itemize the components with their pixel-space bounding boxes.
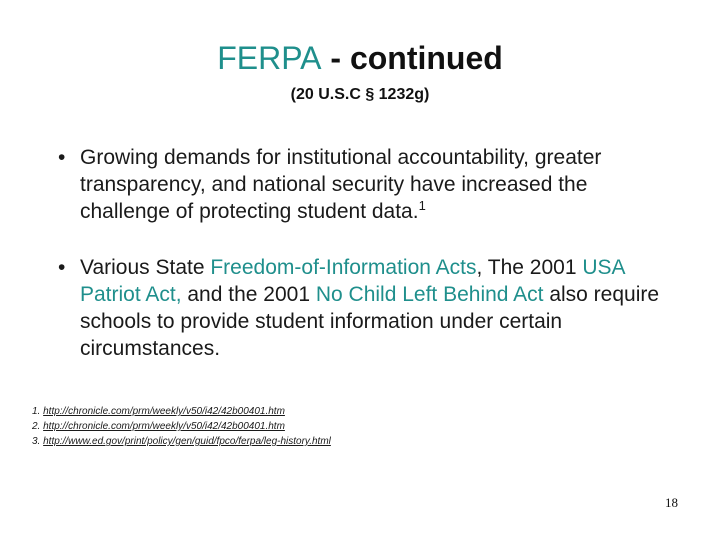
bullet-text-body: Growing demands for institutional accountability, greater transparency, and national security have increased the challenge of protecting student data.: [80, 146, 602, 223]
page-number: 18: [665, 495, 678, 510]
bullet-text: [80, 254, 678, 362]
title-ferpa: FERPA: [217, 40, 322, 76]
reference-item: [32, 404, 672, 419]
reference-number: 1.: [32, 406, 41, 417]
reference-link[interactable]: http://www.ed.gov/print/policy/gen/guid/fpco/ferpa/leg-history.html: [43, 436, 331, 447]
references-list: [32, 404, 672, 449]
reference-number: 2.: [32, 421, 41, 432]
highlight-freedom-of-information-acts: Freedom-of-Information Acts: [210, 256, 477, 279]
title-separator: -: [321, 40, 350, 76]
bullet-text: [80, 144, 678, 225]
bullet-text-part: , The 2001: [476, 256, 583, 279]
highlight-no-child-left-behind-act: No Child Left Behind Act: [315, 283, 544, 306]
highlight-usa-patriot-act: USA Patriot Act,: [80, 256, 625, 306]
reference-link[interactable]: http://chronicle.com/prm/weekly/v50/i42/42b00401.htm: [43, 406, 285, 417]
bullet-item-laws: [58, 254, 678, 362]
bullet-marker: •: [58, 146, 66, 169]
bullet-marker: •: [58, 256, 66, 279]
reference-link[interactable]: http://chronicle.com/prm/weekly/v50/i42/42b00401.htm: [43, 421, 285, 432]
bullet-text-part: Various State: [80, 256, 211, 279]
bullet-text-part: and the 2001: [181, 283, 316, 306]
slide-title: [0, 38, 720, 78]
footnote-marker: 1: [418, 198, 426, 213]
reference-number: 3.: [32, 436, 41, 447]
bullet-text-part: also require schools to provide student information under certain circumstances.: [80, 283, 660, 360]
reference-item: [32, 434, 672, 449]
slide-subtitle: (20 U.S.C § 1232g): [290, 86, 430, 103]
bullet-item-accountability: [58, 144, 678, 225]
reference-item: [32, 419, 672, 434]
title-continued: continued: [349, 40, 503, 76]
